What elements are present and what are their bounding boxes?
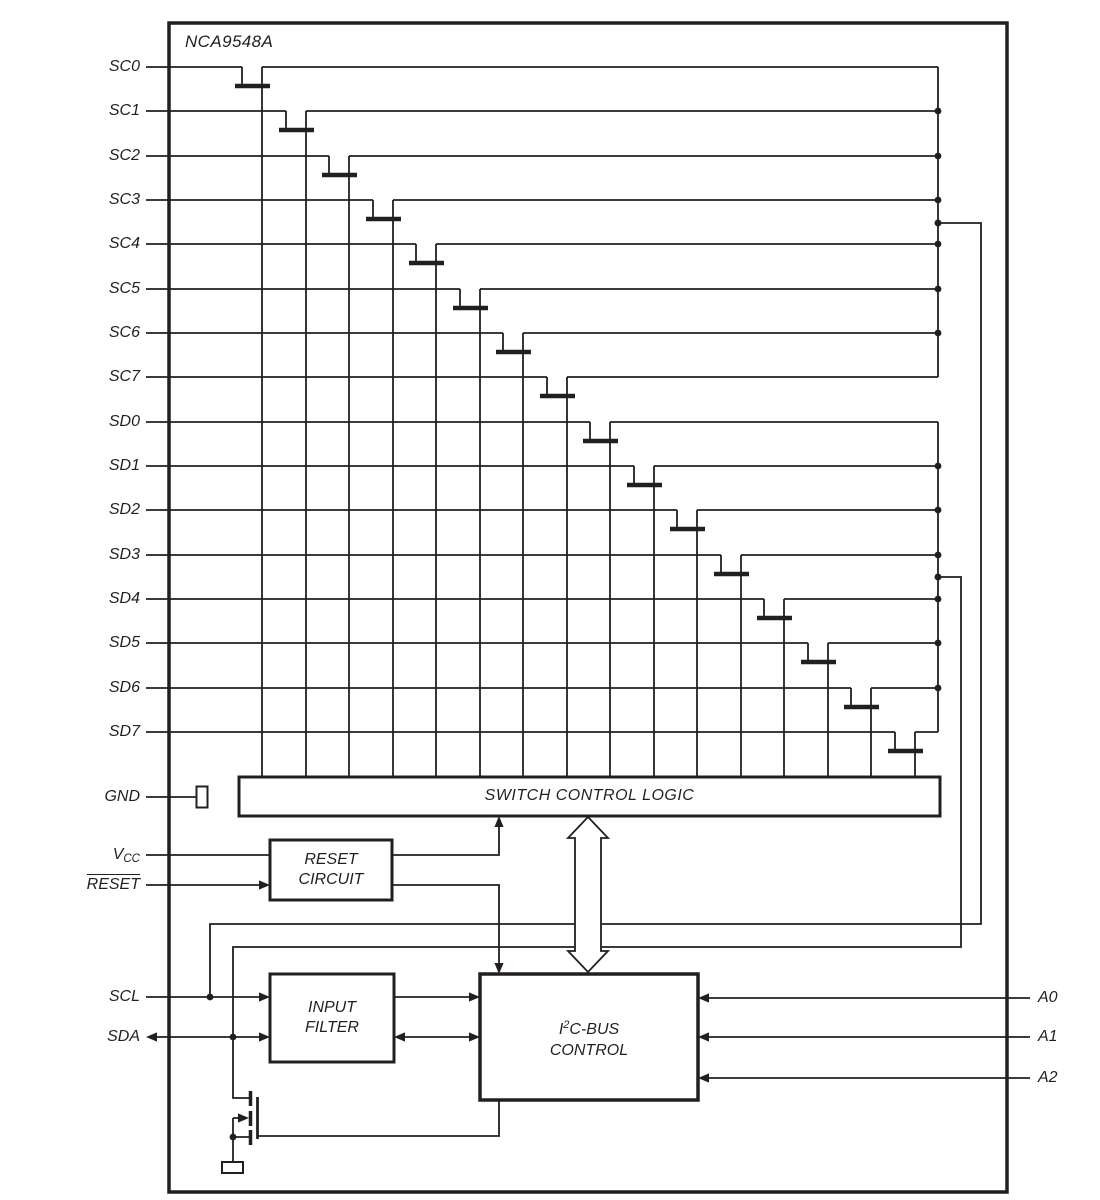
i2c-bus-control-label-line1: $I^2C$-BUS xyxy=(558,1019,620,1038)
scl-into-filter-arrowhead xyxy=(259,992,270,1001)
pin-label-scl: SCL xyxy=(108,988,140,1005)
rail-junction-dot xyxy=(935,286,942,293)
pin-label-sd7: SD7 xyxy=(108,723,140,740)
pin-label-sd4: SD4 xyxy=(108,590,140,607)
pin-label-sd3: SD3 xyxy=(108,546,140,563)
input-filter-box xyxy=(270,974,394,1062)
scl-junction-dot xyxy=(207,994,214,1001)
rail-junction-dot xyxy=(935,463,942,470)
channel-switches xyxy=(146,67,938,777)
rail-junction-dot xyxy=(935,197,942,204)
pin-label-a2: A2 xyxy=(1038,1069,1058,1086)
pin-label-sc1: SC1 xyxy=(108,102,140,119)
pin-label-sc4: SC4 xyxy=(108,235,140,252)
mosfet-source-junction-dot xyxy=(230,1134,237,1141)
channel-sc3 xyxy=(146,200,938,777)
rail-junction-dot xyxy=(935,153,942,160)
pin-label-a0: A0 xyxy=(1038,989,1058,1006)
chip-title: NCA9548A xyxy=(185,32,274,51)
pin-label-sd5: SD5 xyxy=(108,634,140,651)
channel-sc7 xyxy=(146,377,938,777)
rail-junction-dot xyxy=(935,507,942,514)
bidirectional-bus-arrow xyxy=(568,817,608,972)
sda-into-filter-arrowhead xyxy=(259,1032,270,1041)
reset-circuit-label-line1: RESET xyxy=(304,851,358,868)
rail-junction-dot xyxy=(935,241,942,248)
pin-label-vcc: VCC xyxy=(112,846,140,865)
switch-control-logic-box xyxy=(239,777,940,816)
reset-circuit-box xyxy=(270,840,392,900)
sda-out-arrowhead xyxy=(146,1032,157,1041)
gnd-pad xyxy=(197,787,208,808)
pin-label-sc6: SC6 xyxy=(108,324,140,341)
pin-label-sd0: SD0 xyxy=(108,413,140,430)
junction-dots xyxy=(207,994,237,1141)
channel-sd5 xyxy=(146,643,938,777)
rail-junction-dot xyxy=(935,685,942,692)
pin-label-sd2: SD2 xyxy=(108,501,140,518)
channel-sd1 xyxy=(146,466,938,777)
rail-junction-dot xyxy=(935,640,942,647)
pin-label-a1: A1 xyxy=(1038,1028,1058,1045)
pin-label-sc2: SC2 xyxy=(108,147,140,164)
reset-to-switch-logic-wire xyxy=(392,826,499,855)
pin-label-sd6: SD6 xyxy=(108,679,140,696)
sda-back-to-filter-arrowhead xyxy=(394,1032,405,1041)
channel-sd3 xyxy=(146,555,938,777)
i2c-bus-control-label-line2: CONTROL xyxy=(549,1042,629,1059)
input-filter-label-line2: FILTER xyxy=(305,1019,359,1036)
pin-label-sc5: SC5 xyxy=(108,280,140,297)
rail-junction-dot xyxy=(935,330,942,337)
sda-junction-dot xyxy=(230,1034,237,1041)
pin-label-sc3: SC3 xyxy=(108,191,140,208)
reset-arrowhead xyxy=(259,880,270,889)
reset-circuit-label-line2: CIRCUIT xyxy=(298,871,364,888)
pin-label-sc7: SC7 xyxy=(108,368,140,385)
channel-sc5 xyxy=(146,289,938,777)
mosfet-drain-wire xyxy=(233,1037,249,1098)
i2c-bus-control-box xyxy=(480,974,698,1100)
mosfet-gate-wire xyxy=(258,1100,499,1136)
rail-junction-dot xyxy=(935,108,942,115)
substrate-pad xyxy=(222,1162,243,1173)
pin-label-gnd: GND xyxy=(104,788,140,805)
pin-label-sd1: SD1 xyxy=(108,457,140,474)
switch-control-logic-label: SWITCH CONTROL LOGIC xyxy=(484,787,695,804)
rail-junction-dot xyxy=(935,552,942,559)
channel-sd7 xyxy=(146,732,938,777)
common-rails xyxy=(935,67,942,732)
pin-label-reset: RESET xyxy=(86,876,140,893)
reset-up-arrowhead xyxy=(494,816,503,827)
rail-junction-dot xyxy=(935,596,942,603)
pin-label-sda: SDA xyxy=(107,1028,140,1045)
mosfet-body-arrowhead xyxy=(238,1113,249,1122)
input-filter-label-line1: INPUT xyxy=(308,999,356,1016)
pin-label-sc0: SC0 xyxy=(108,58,140,75)
channel-sc1 xyxy=(146,111,938,777)
